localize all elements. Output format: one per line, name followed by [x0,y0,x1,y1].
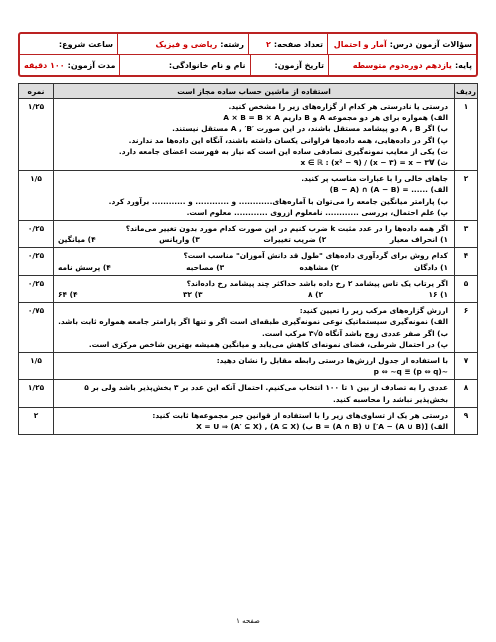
answer-option[interactable]: ۳) مصاحبه [186,262,225,272]
question-number: ۹ [454,408,477,434]
exam-date-label: تاریخ آزمون: [274,60,325,70]
question-body [53,99,454,170]
question-number: ۸ [454,380,477,406]
table-row [19,408,477,434]
question-line: الف) [(A ∪ B) − A′] ∪ (A ∩ B) = B ب) (A ⊆ X) , (A′ ⊆ X) ⇒ X = U [196,422,448,432]
question-line: پ) اگر در داده‌هایی، همه داده‌ها فراوانی یکسان داشته باشند، آنگاه این داده‌ها مد ندارند. [128,135,448,145]
start-time-cell [20,34,117,54]
question-line: عددی را به تصادف از بین ۱ تا ۱۰۰ انتخاب می‌کنیم. احتمال آنکه این عدد بر ۳ بخش‌پذیر باشد ولی بر ۵ [84,383,448,393]
field-cell [117,34,248,54]
question-body [53,303,454,352]
question-body [53,276,454,302]
question-score: ۱/۵ [30,174,42,184]
answer-options [58,289,448,300]
question-line: ت) یکی از معایب نمونه‌گیری تصادفی ساده این است که نیاز به فهرست اعضای جامعه دارد. [118,146,448,156]
question-number: ۲ [454,171,477,220]
question-line: ث) ∀x ∈ ℝ : (x² − ۹) / (x − ۳) = x − ۳ [300,158,448,168]
student-name-cell [119,55,249,75]
question-line: الف) ...... = (A − B) ∩ (B − A) [329,185,448,195]
answer-option[interactable]: ۴) پرسش نامه [58,262,111,272]
question-body [53,353,454,379]
duration-label: مدت آزمون: [67,60,116,70]
field-value: ریاضی و فیزیک [155,39,218,49]
question-body [53,380,454,406]
table-row [19,171,477,221]
answer-option[interactable]: ۱) دادگان [414,262,448,272]
answer-options [58,234,448,245]
question-number: ۳ [454,221,477,247]
question-line: درستی یا نادرستی هر کدام از گزاره‌های زیر را مشخص کنید. [228,102,448,111]
question-body [53,171,454,220]
answer-option[interactable]: ۲) ۸ [308,290,323,300]
duration-value: ۱۰۰ دقیقه [24,60,65,70]
question-line: ب) پارامتر میانگین جامعه را می‌توان با آماره‌های............ و ............ و ............ برآورد کرد. [108,196,448,206]
answer-option[interactable]: ۱) انحراف معیار [389,235,448,245]
question-number: ۷ [454,353,477,379]
header-row-1 [20,34,476,55]
question-score: ۰/۲۵ [27,278,45,288]
question-line: الف) نمونه‌گیری سیستماتیک نوعی نمونه‌گیری طبقه‌ای است اگر و تنها اگر پارامتر جامعه همواره ثابت باشد. [58,317,448,327]
questions-table [18,83,478,435]
table-header [19,84,477,99]
question-score: ۰/۲۵ [27,224,45,234]
question-line: بخش‌پذیر نباشد را محاسبه کنید. [332,394,448,404]
answer-options [58,262,448,273]
question-body [53,221,454,247]
question-number: ۱ [454,99,477,170]
question-body [53,248,454,274]
question-score: ۰/۷۵ [27,306,45,316]
grade-value: یازدهم دوره‌دوم متوسطه [352,60,452,70]
answer-option[interactable]: ۲) مشاهده [299,262,339,272]
question-line: اگر همه داده‌ها را در عدد مثبت k ضرب کنیم در این صورت کدام مورد بدون تغییر می‌ماند؟ [125,224,448,234]
row-column-header: ردیف [454,84,477,98]
question-line: جاهای خالی را با عبارات مناسب پر کنید. [301,174,448,184]
answer-option[interactable]: ۱) ۱۶ [428,290,448,300]
question-line: الف) همواره برای هر دو مجموعه A و B داریم A × B = B × A [223,113,448,123]
page-count: ۲ [266,39,271,49]
question-score: ۱/۲۵ [27,383,45,393]
score-column-header: نمره [27,86,45,96]
question-line: کدام روش برای گردآوری داده‌های "طول قد دانش آموزان" مناسب است؟ [183,251,448,261]
student-name-label: نام و نام خانوادگی: [168,60,246,70]
duration-cell [20,55,119,75]
answer-option[interactable]: ۳) واریانس [159,235,200,245]
question-line: درستی هر یک از تساوی‌های زیر را با استفاده از قوانین جبر مجموعه‌ها ثابت کنید: [152,410,448,420]
question-line: ب) اگر A , B دو پیشامد مستقل باشند، در این صورت ′A , ′B مستقل نیستند. [172,124,448,134]
start-time-label: ساعت شروع: [58,39,113,49]
question-body [53,408,454,434]
question-score: ۱/۵ [30,356,42,366]
answer-option[interactable]: ۳) ۳۲ [183,290,203,300]
question-number: ۵ [454,276,477,302]
question-line: پ) در احتمال شرطی، فضای نمونه‌ای کاهش می‌یابد و میانگین همیشه بهترین شاخص مرکزی است. [88,339,448,349]
exam-title: آمار و احتمال [333,39,387,49]
exam-page [18,32,478,435]
table-row [19,99,477,171]
field-label: رشته: [220,39,244,49]
question-line: اگر یرتاب یک تاس پیشامد ۲ رخ داده باشد حداکثر چند پیشامد رخ داده‌اند؟ [186,278,448,288]
grade-cell [328,55,476,75]
question-line: با استفاده از جدول ارزش‌ها درستی رابطه مقابل را نشان دهید: [216,356,448,366]
table-row [19,303,477,353]
question-line: ب) اگر صفر عددی زوج باشد آنگاه ۵√۳ مرکب است. [261,328,448,338]
table-row [19,380,477,407]
question-score: ۱/۲۵ [27,102,45,111]
question-column-header: استفاده از ماشین حساب ساده مجاز است [53,84,454,98]
exam-title-label: سؤالات آزمون درس: [389,39,472,49]
table-row [19,353,477,380]
question-line: پ) علم احتمال، بررسی ............ نامعلوم ازروی ............ معلوم است. [186,207,448,217]
question-rows [19,99,477,434]
answer-option[interactable]: ۴) ۶۴ [58,290,78,300]
answer-option[interactable]: ۴) میانگین [58,235,96,245]
exam-date-cell [250,55,328,75]
answer-option[interactable]: ۲) ضریب تغییرات [263,235,327,245]
grade-label: پایه: [454,60,472,70]
header-row-2 [20,55,476,75]
table-row [19,248,477,275]
exam-header [18,32,478,77]
question-number: ۶ [454,303,477,352]
page-number: صفحه ۱ [236,617,260,625]
question-score: ۲ [33,410,39,420]
question-line: ارزش گزاره‌های مرکب زیر را تعیین کنید: [299,306,448,316]
question-line: ~(p ⇔ q) ≡ p ⇔ ~q [373,367,448,377]
table-row [19,276,477,303]
question-score: ۰/۲۵ [27,251,45,261]
table-row [19,221,477,248]
exam-title-cell [327,34,476,54]
page-count-label: تعداد صفحه: [273,39,323,49]
question-number: ۴ [454,248,477,274]
page-count-cell [248,34,327,54]
